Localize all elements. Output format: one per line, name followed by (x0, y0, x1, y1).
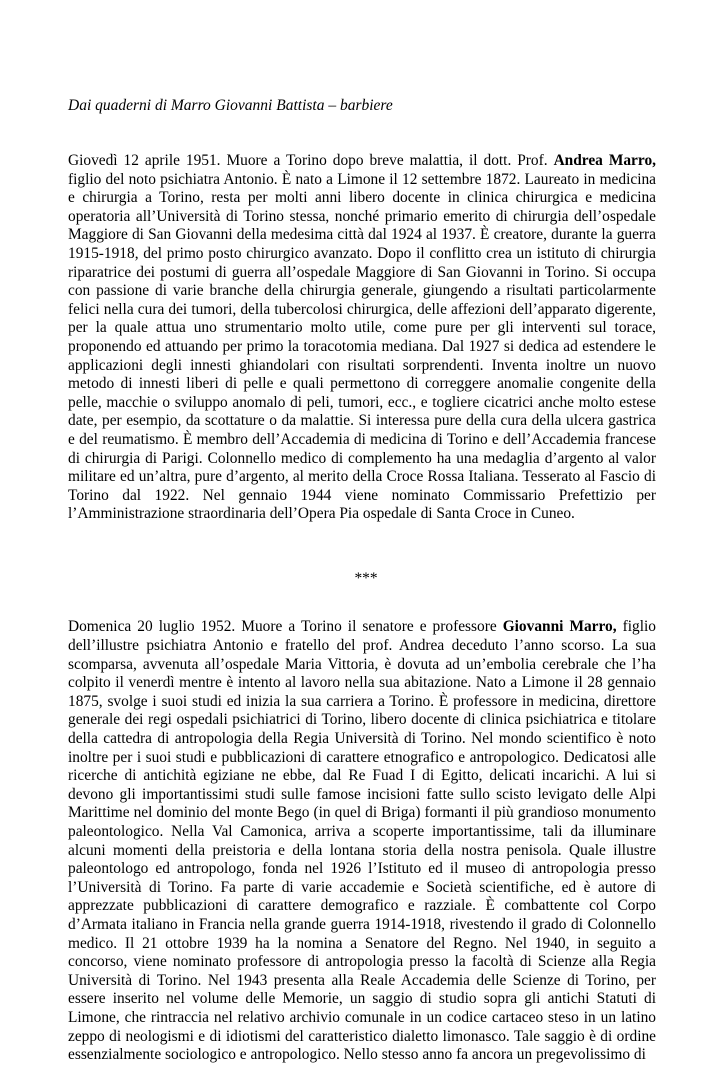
entry-andrea-marro (68, 152, 656, 524)
entry-body: figlio del noto psichiatra Antonio. È nato a Limone il 12 settembre 1872. Laureato in medicina e chirurgia a Torino, resta per molti anni libero docente in clinica chirurgica e medicina operatoria all’Università di Torino stessa, nonché primario emerito di chirurgia dell’ospedale Maggiore di San Giovanni della medesima città dal 1924 al 1937. È creatore, durante la guerra 1915-1918, del primo posto chirurgico avanzato. Dopo il conflitto crea un istituto di chirurgia riparatrice dei postumi di guerra all’ospedale Maggiore di San Giovanni in Torino. Si occupa con passione di varie branche della chirurgia generale, giungendo a risultati particolarmente felici nella cura dei tumori, della tubercolosi chirurgica, delle affezioni dell’apparato digerente, per la quale attua uno strumentario molto utile, come pure per gli interventi sul torace, proponendo ed attuando per primo la toracotomia mediana. Dal 1927 si dedica ad estendere le applicazioni degli innesti ghiandolari con risultati sorprendenti. Inventa inoltre un nuovo metodo di innesti liberi di pelle e quali permettono di correggere anomalie congenite della pelle, macchie o sviluppo anomalo di peli, tumori, ecc., e togliere cicatrici anche molto estese date, per esempio, da scottature o da malattie. Si interessa pure della cura della ulcera gastrica e del reumatismo. È membro dell’Accademia di medicina di Torino e dell’Accademia francese di chirurgia di Parigi. Colonnello medico di complemento ha una medaglia d’argento al valor militare ed un’altra, pure d’argento, al merito della Croce Rossa Italiana. Tesserato al Fascio di Torino dal 1922. Nel gennaio 1944 viene nominato Commissario Prefettizio per l’Amministrazione straordinaria dell’Opera Pia ospedale di Santa Croce in Cuneo. (68, 170, 656, 523)
entry-body: figlio dell’illustre psichiatra Antonio e fratello del prof. Andrea deceduto l’anno scorso. La sua scomparsa, avvenuta all’ospedale Maria Vittoria, è dovuta ad un’embolia cerebrale che l’ha colpito il venerdì mentre è intento al lavoro nella sua abitazione. Nato a Limone il 28 gennaio 1875, svolge i suoi studi ed inizia la sua carriera a Torino. È professore in medicina, direttore generale dei regi ospedali psichiatrici di Torino, libero docente di clinica psichiatrica e titolare della cattedra di antropologia della Regia Università di Torino. Nel mondo scientifico è noto inoltre per i suoi studi e pubblicazioni di carattere etnografico e antropologico. Dedicatosi alle ricerche di antichità egiziane ne ebbe, dal Re Fuad I di Egitto, delicati incarichi. A lui si devono gli importantissimi studi sulle famose incisioni fatte sullo scisto levigato delle Alpi Marittime nel dominio del monte Bego (in quel di Briga) formanti il più grandioso monumento paleontologico. Nella Val Camonica, arriva a scoperte importantissime, tali da illuminare alcuni momenti della preistoria e della lontana storia della nostra penisola. Quale illustre paleontologo ed antropologo, fonda nel 1926 l’Istituto ed il museo di antropologia presso l’Università di Torino. Fa parte di varie accademie e Società scientifiche, ed è autore di apprezzate pubblicazioni di carattere demografico e razziale. È combattente col Corpo d’Armata italiano in Francia nella grande guerra 1914-1918, rivestendo il grado di Colonnello medico. Il 21 ottobre 1939 ha la nomina a Senatore del Regno. Nel 1940, in seguito a concorso, viene nominato professore di antropologia presso la facoltà di Scienze alla Regia Università di Torino. Nel 1943 presenta alla Reale Accademia delle Scienze di Torino, per essere inserito nel volume delle Memorie, un saggio di studio sopra gli antichi Statuti di Limone, che rintraccia nel relativo archivio comunale in un codice cartaceo steso in un latino zeppo di neologismi e di idiotismi del caratteristico dialetto limonasco. Tale saggio è di ordine essenzialmente sociologico e antropologico. Nello stesso anno fa ancora un pregevolissimo di (68, 618, 656, 1064)
entry-intro: Domenica 20 luglio 1952. Muore a Torino il senatore e professore (68, 618, 503, 636)
document-page (68, 96, 656, 1065)
section-separator: *** (354, 569, 378, 587)
document-heading: Dai quaderni di Marro Giovanni Battista – barbiere (68, 97, 393, 114)
entry-giovanni-marro (68, 618, 656, 1064)
entry-person-name: Andrea Marro, (553, 152, 656, 169)
entry-intro: Giovedì 12 aprile 1951. Muore a Torino dopo breve malattia, il dott. Prof. (68, 152, 554, 169)
entry-person-name: Giovanni Marro, (502, 618, 617, 636)
